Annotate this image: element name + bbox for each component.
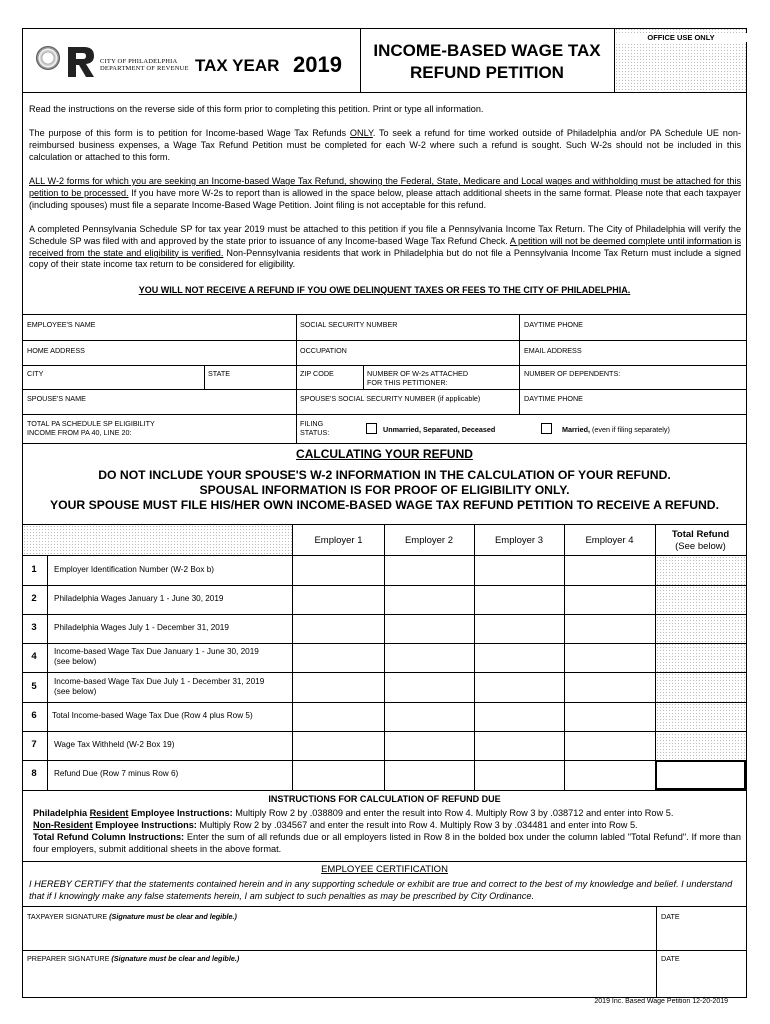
row-label: Philadelphia Wages July 1 - December 31, 2019 [54, 623, 229, 632]
taxpayer-signature-field[interactable]: TAXPAYER SIGNATURE (Signature must be clear and legible.) [27, 912, 237, 921]
tax-year-value: 2019 [293, 52, 342, 77]
certification-text: I HEREBY CERTIFY that the statements contained herein and in any supporting schedule or exhibit are true and correct to the best of my knowledge and belief. I understand that if I knowingly make any false statements herein, I am subject to such penalties as may be prescribed by City Ordinance. [29, 879, 733, 901]
home-address-field[interactable]: HOME ADDRESS [27, 346, 85, 355]
section-rule [22, 861, 747, 862]
married-checkbox[interactable] [541, 423, 552, 434]
eligibility-income-field[interactable]: TOTAL PA SCHEDULE SP ELIGIBILITY INCOME FROM PA 40, LINE 20: [27, 419, 155, 437]
ssn-field[interactable]: SOCIAL SECURITY NUMBER [300, 320, 398, 329]
row-label: Philadelphia Wages January 1 - June 30, 2019 [54, 594, 224, 603]
instructions-title: INSTRUCTIONS FOR CALCULATION OF REFUND DUE [268, 794, 501, 804]
row-number: 5 [31, 681, 37, 692]
title-line-2: REFUND PETITION [410, 63, 564, 82]
revenue-logo-icon [66, 45, 96, 79]
nonresident-instructions: Non-Resident Employee Instructions: Multiply Row 2 by .034567 and enter the result into Row 4. Multiply Row 3 by .034481 and enter into Row 5. [33, 820, 638, 830]
grid-rule [22, 314, 747, 315]
row-number: 1 [31, 564, 37, 575]
total-refund-box[interactable] [655, 760, 746, 790]
row-number: 3 [31, 622, 37, 633]
row-label: Income-based Wage Tax Due January 1 - June 30, 2019 (see below) [54, 647, 259, 666]
table-rule [384, 524, 385, 790]
office-use-label: OFFICE USE ONLY [615, 33, 747, 42]
table-rule [292, 524, 293, 790]
total-refund-instructions: Total Refund Column Instructions: Enter the sum of all refunds due or all employers listed in Row 8 in the bolded box under the column labled "Total Refund". If more than four employers, submit additional sheets in the above format. [33, 832, 741, 854]
department-line: DEPARTMENT OF REVENUE [100, 65, 189, 72]
row-number: 4 [31, 651, 37, 662]
taxpayer-date-field[interactable]: DATE [661, 912, 680, 921]
intro-p2: The purpose of this form is to petition for Income-based Wage Tax Refunds ONLY. To seek a refund for time worked outside of Philadelphia and/or PA Schedule UE non-reimbursed business expenses, a Wage Tax Refund Petition must be completed for each W-2 where such a refund is sought. Such W-2s should not be included in this calculation or attached to this form. [29, 128, 741, 162]
col-employer-4: Employer 4 [585, 535, 634, 546]
table-rule [655, 524, 656, 790]
signature-rule [656, 906, 657, 998]
col-employer-2: Employer 2 [404, 535, 454, 546]
certification-title: EMPLOYEE CERTIFICATION [321, 864, 448, 875]
calc-note-2: SPOUSAL INFORMATION IS FOR PROOF OF ELIGIBILITY ONLY. [199, 483, 570, 497]
grid-rule [296, 314, 297, 443]
grid-rule [519, 314, 520, 414]
table-rule [564, 524, 565, 790]
city-name: CITY OF PHILADELPHIA [100, 58, 178, 65]
grid-rule [22, 414, 747, 415]
zip-field[interactable]: ZIP CODE [300, 369, 334, 378]
table-rule [47, 555, 48, 790]
spouse-ssn-field[interactable]: SPOUSE'S SOCIAL SECURITY NUMBER (if applicable) [300, 394, 481, 403]
calc-note-3: YOUR SPOUSE MUST FILE HIS/HER OWN INCOME-BASED WAGE TAX REFUND PETITION TO RECEIVE A REFUND. [50, 498, 719, 512]
daytime-phone-field[interactable]: DAYTIME PHONE [524, 320, 583, 329]
filing-status-label: FILING STATUS: [300, 419, 330, 437]
unmarried-label: Unmarried, Separated, Deceased [383, 425, 496, 434]
preparer-date-field[interactable]: DATE [661, 954, 680, 963]
signature-rule [22, 950, 747, 951]
signature-rule [22, 906, 747, 907]
form-footer: 2019 Inc. Based Wage Petition 12-20-2019 [594, 998, 728, 1005]
unmarried-checkbox[interactable] [366, 423, 377, 434]
grid-rule [22, 443, 747, 444]
department-name [100, 58, 189, 72]
grid-rule [22, 389, 747, 390]
row-number: 7 [31, 739, 37, 750]
email-field[interactable]: EMAIL ADDRESS [524, 346, 582, 355]
office-use-box [614, 28, 747, 92]
tax-year-label: TAX YEAR [195, 56, 280, 75]
spouse-name-field[interactable]: SPOUSE'S NAME [27, 394, 86, 403]
resident-instructions: Philadelphia Resident Employee Instructions: Multiply Row 2 by .038809 and enter the result into Row 4. Multiply Row 3 by .038712 and enter into Row 5. [33, 808, 674, 818]
city-field[interactable]: CITY [27, 369, 44, 378]
preparer-signature-field[interactable]: PREPARER SIGNATURE (Signature must be clear and legible.) [27, 954, 240, 963]
intro-p3: ALL W-2 forms for which you are seeking an Income-based Wage Tax Refund, showing the Federal, State, Medicare and Local wages and withholding must be attached for this petition to be processed. If you have more W-2s to report than is allowed in the space below, please attach additional sheets in the same format. Please note that each taxpayer (including spouses) must file a separate Income-Based Wage Petition. Joint filing is not acceptable for this refund. [29, 176, 741, 210]
row-number: 6 [31, 710, 37, 721]
table-header-shade [23, 525, 292, 555]
grid-rule [22, 340, 747, 341]
row-label: Wage Tax Withheld (W-2 Box 19) [54, 740, 175, 749]
married-label: Married, (even if filing separately) [562, 425, 670, 434]
grid-rule [204, 365, 205, 389]
row-label: Employer Identification Number (W-2 Box b) [54, 565, 215, 574]
col-employer-3: Employer 3 [494, 535, 544, 546]
grid-rule [363, 365, 364, 389]
calc-note-1: DO NOT INCLUDE YOUR SPOUSE'S W-2 INFORMATION IN THE CALCULATION OF YOUR REFUND. [98, 468, 671, 482]
calc-title: CALCULATING YOUR REFUND [296, 447, 473, 461]
col-employer-1: Employer 1 [314, 535, 363, 546]
col-total-refund: Total Refund (See below) [671, 529, 730, 552]
intro-p1: Read the instructions on the reverse side of this form prior to completing this petition. Print or type all information. [29, 104, 484, 114]
table-rule [22, 790, 747, 791]
intro-p4: A completed Pennsylvania Schedule SP for tax year 2019 must be attached to this petition if you file a Pennsylvania Income Tax Return. The City of Philadelphia will verify the Schedule SP was filed with and approved by the state prior to issuance of any Income-based Wage Tax Refund Check. A petition will not be deemed complete until information is received from the state and eligibility is verified. Non-Pennsylvania residents that work in Philadelphia but do not file a Pennsylvania Income Tax Return must include a signed copy of their state income tax return to be considered for eligibility. [29, 224, 741, 270]
occupation-field[interactable]: OCCUPATION [300, 346, 347, 355]
header-divider [360, 28, 361, 92]
city-seal-icon [36, 46, 60, 70]
row-label: Refund Due (Row 7 minus Row 6) [54, 769, 179, 778]
w2-count-field[interactable]: NUMBER OF W-2s ATTACHED FOR THIS PETITIONER: [367, 369, 469, 387]
row-label: Total Income-based Wage Tax Due (Row 4 plus Row 5) [52, 711, 253, 720]
grid-rule [22, 365, 747, 366]
form-title [362, 40, 612, 84]
row-number: 8 [31, 768, 37, 779]
delinquent-warning: YOU WILL NOT RECEIVE A REFUND IF YOU OWE DELINQUENT TAXES OR FEES TO THE CITY OF PHILADELPHIA. [138, 285, 631, 295]
row-number: 2 [31, 593, 37, 604]
spouse-phone-field[interactable]: DAYTIME PHONE [524, 394, 583, 403]
dependents-field[interactable]: NUMBER OF DEPENDENTS: [524, 369, 621, 378]
state-field[interactable]: STATE [208, 369, 231, 378]
employee-name-field[interactable]: EMPLOYEE'S NAME [27, 320, 96, 329]
header-bottom-rule [22, 92, 747, 93]
table-rule [474, 524, 475, 790]
row-label: Income-based Wage Tax Due July 1 - December 31, 2019 (see below) [54, 677, 265, 696]
title-line-1: INCOME-BASED WAGE TAX [373, 41, 601, 60]
